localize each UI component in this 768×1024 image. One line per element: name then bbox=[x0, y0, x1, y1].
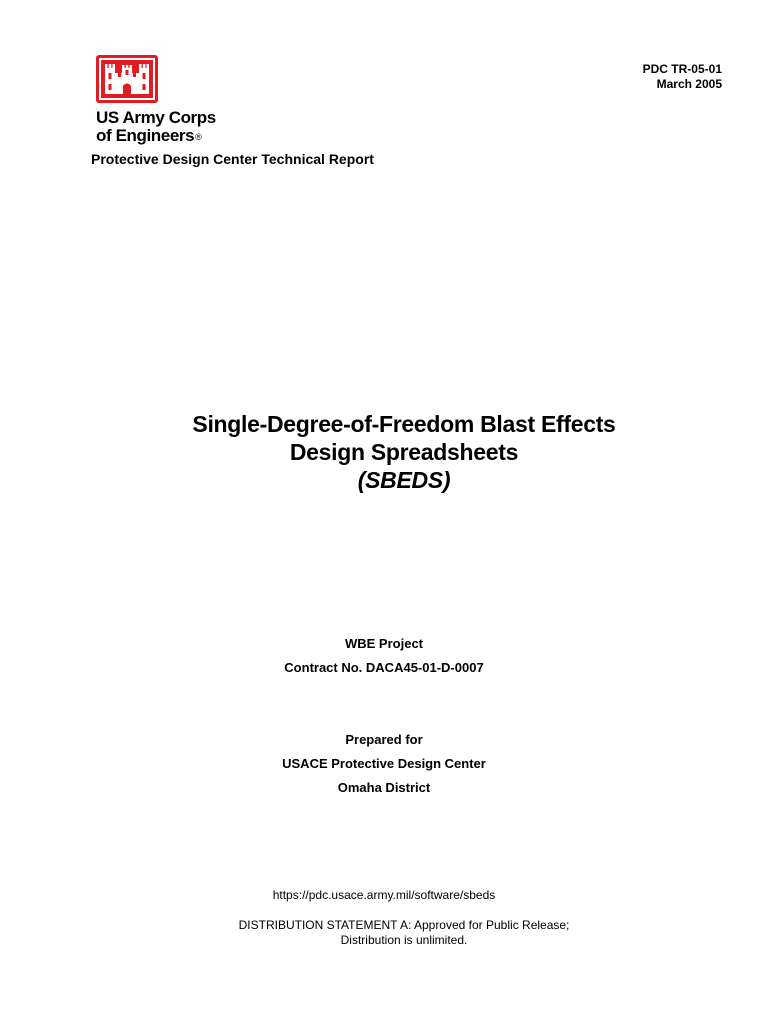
prepared-organization: USACE Protective Design Center bbox=[282, 756, 486, 771]
usace-castle-logo-icon bbox=[96, 55, 158, 103]
title-line2: Design Spreadsheets bbox=[289, 439, 519, 465]
contract-number: Contract No. DACA45-01-D-0007 bbox=[284, 660, 484, 675]
report-meta bbox=[643, 62, 722, 92]
org-name-line1: US Army Corps bbox=[96, 108, 216, 127]
document-title bbox=[0, 410, 768, 494]
software-url: https://pdc.usace.army.mil/software/sbeds bbox=[272, 888, 496, 902]
distribution-statement bbox=[0, 918, 768, 948]
registered-mark: ® bbox=[195, 131, 202, 142]
distribution-line2: Distribution is unlimited. bbox=[340, 933, 468, 947]
project-info bbox=[0, 632, 768, 680]
report-type: Protective Design Center Technical Report bbox=[91, 151, 374, 167]
project-name: WBE Project bbox=[344, 636, 423, 651]
org-name bbox=[96, 109, 216, 146]
prepared-label: Prepared for bbox=[345, 732, 423, 747]
title-acronym: (SBEDS) bbox=[357, 467, 451, 493]
distribution-line1: DISTRIBUTION STATEMENT A: Approved for Public Release; bbox=[238, 918, 570, 932]
report-number: PDC TR-05-01 bbox=[642, 62, 722, 76]
report-date: March 2005 bbox=[656, 77, 722, 91]
org-name-line2: of Engineers bbox=[96, 126, 195, 145]
title-line1: Single-Degree-of-Freedom Blast Effects bbox=[192, 411, 616, 437]
prepared-for bbox=[0, 728, 768, 800]
prepared-district: Omaha District bbox=[337, 780, 431, 795]
org-name-line2-wrapper bbox=[96, 127, 216, 146]
